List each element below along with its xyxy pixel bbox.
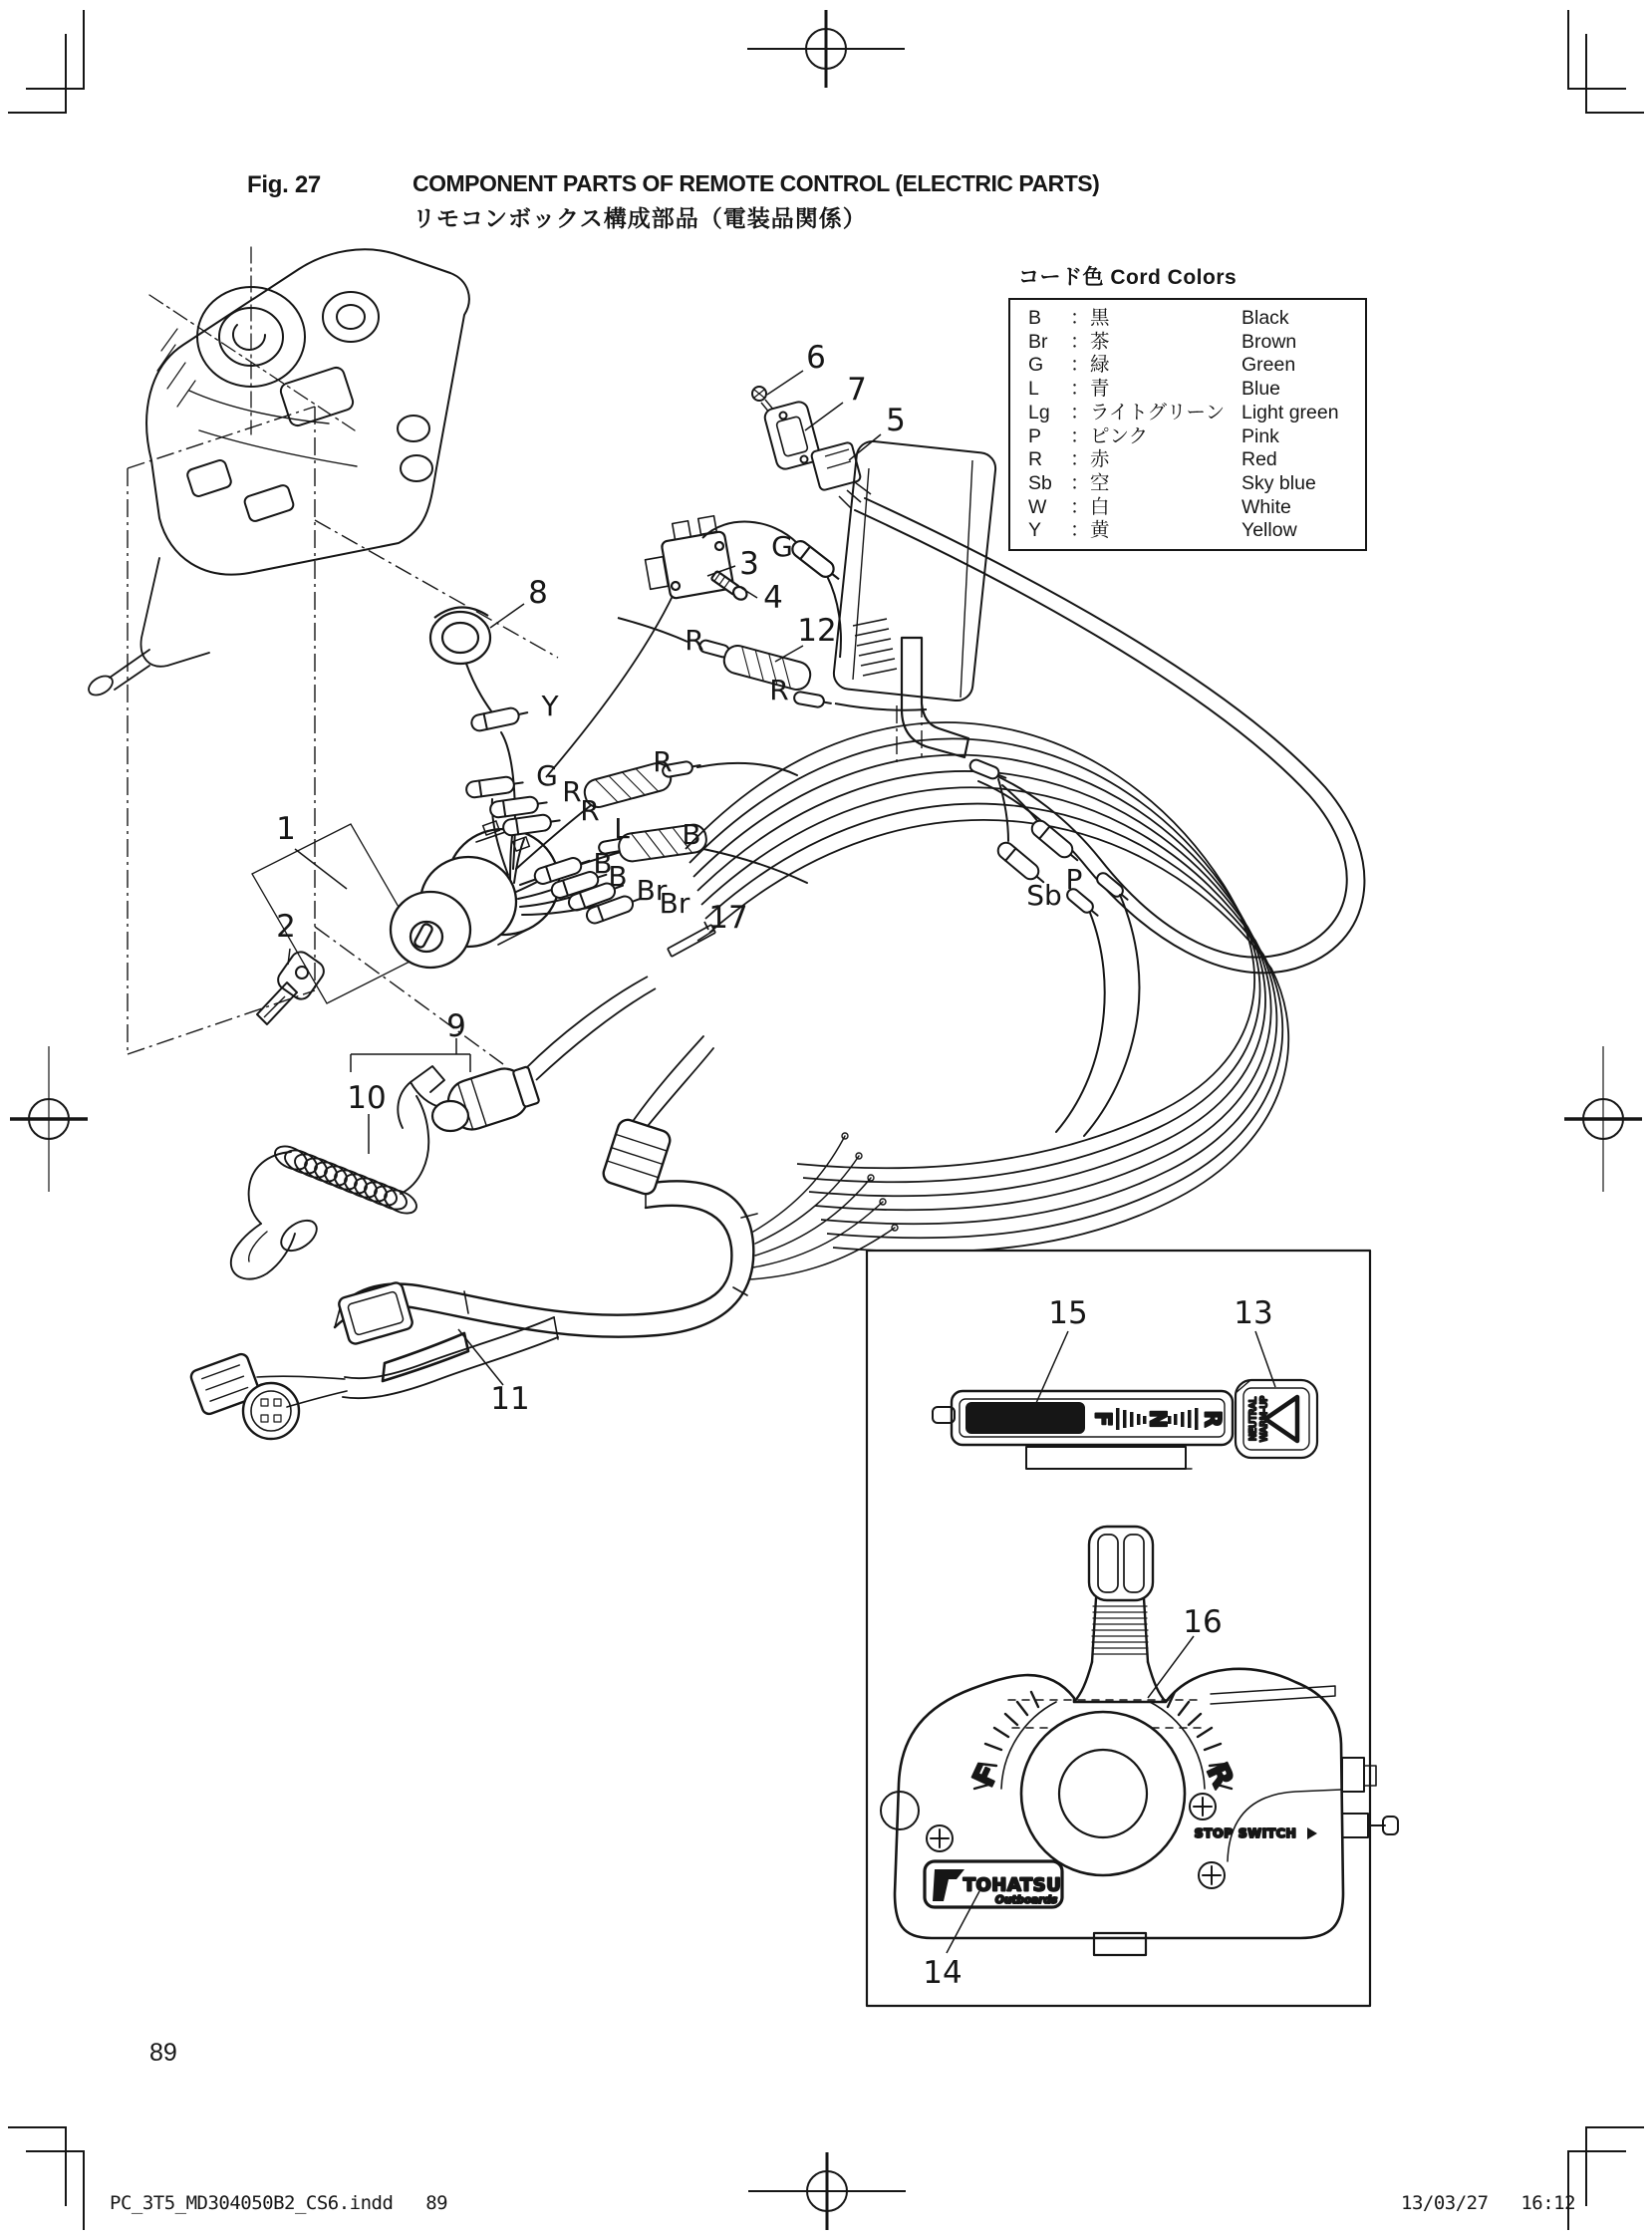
- main-harness: [189, 1036, 898, 1439]
- control-box-housing-sketch: [86, 247, 469, 699]
- gear-r-label: R: [1199, 1410, 1225, 1428]
- callout-14: 14: [923, 1955, 963, 1991]
- callout-15: 15: [1048, 1295, 1088, 1331]
- callout-10: 10: [347, 1080, 387, 1116]
- wire-label-R: R: [769, 674, 789, 706]
- footer-timestamp: 13/03/27 16:12: [1401, 2192, 1576, 2214]
- wire-letter-labels: [536, 530, 1082, 920]
- figure-label: Fig. 27: [247, 171, 321, 198]
- wire-label-G: G: [771, 530, 793, 563]
- callout-3: 3: [739, 546, 759, 582]
- control-box-body: [881, 1669, 1398, 1955]
- stop-switch-label: STOP SWITCH: [1194, 1825, 1297, 1840]
- cord-color-row: L ：青 Blue: [1028, 378, 1281, 401]
- body-f-label: F: [965, 1759, 1007, 1793]
- wire-label-Br: Br: [636, 874, 668, 907]
- body-r-label: R: [1199, 1758, 1240, 1794]
- callout-17: 17: [708, 900, 748, 936]
- callout-11: 11: [490, 1381, 530, 1417]
- callout-6: 6: [806, 340, 826, 376]
- exploded-frame-lines: [128, 407, 922, 1064]
- wire-label-B: B: [593, 847, 613, 880]
- cord-color-row: G ：緑 Green: [1028, 354, 1296, 377]
- cord-color-row: Br ：茶 Brown: [1028, 330, 1297, 353]
- callout-8: 8: [528, 575, 548, 611]
- gear-f-label: F: [1089, 1411, 1115, 1427]
- callout-4: 4: [763, 580, 783, 616]
- wire-label-P: P: [1065, 863, 1083, 896]
- wire-label-R: R: [653, 745, 673, 778]
- wire-label-G: G: [536, 759, 558, 792]
- page-title-japanese: リモコンボックス構成部品（電装品関係）: [413, 205, 867, 231]
- grommet: [430, 607, 501, 725]
- gear-n-label: N: [1144, 1409, 1170, 1429]
- brand-subtitle: Outboards: [994, 1894, 1058, 1906]
- footer-filename: PC_3T5_MD304050B2_CS6.indd 89: [110, 2192, 448, 2214]
- stop-switch-plunger: [432, 977, 656, 1135]
- cord-color-row: Sb ：空 Sky blue: [1028, 471, 1316, 494]
- wire-label-Sb: Sb: [1026, 879, 1062, 912]
- callout-12: 12: [797, 613, 837, 649]
- wire-bundle: [686, 722, 1288, 1252]
- cord-color-row: R ：赤 Red: [1028, 448, 1277, 471]
- remote-control-inset: [867, 1251, 1398, 2006]
- wire-label-B: B: [682, 818, 701, 851]
- cord-color-row: Lg ：ライトグリーン Light green: [1028, 401, 1339, 423]
- callout-7: 7: [847, 372, 867, 408]
- cord-color-row: P ：ピンク Pink: [1028, 424, 1279, 447]
- wire-label-Y: Y: [541, 690, 559, 722]
- wire-label-B: B: [608, 860, 628, 893]
- callout-5: 5: [886, 403, 906, 438]
- callout-2: 2: [276, 909, 296, 945]
- callout-13: 13: [1234, 1295, 1273, 1331]
- page-title: COMPONENT PARTS OF REMOTE CONTROL (ELECTRIC PARTS): [413, 170, 1100, 196]
- callout-9: 9: [446, 1008, 466, 1044]
- cord-color-row: Y ：黄 Yellow: [1028, 519, 1297, 542]
- neutral-warmup-label: NEUTRAL: [1247, 1397, 1259, 1441]
- cord-color-row: B ：黒 Black: [1028, 307, 1289, 329]
- lanyard-assembly: [231, 1066, 444, 1279]
- page-number: 89: [149, 2039, 177, 2067]
- cord-colors-heading: コード色 Cord Colors: [1018, 266, 1238, 289]
- neutral-warmup-label: WARM-UP: [1258, 1395, 1270, 1443]
- cord-color-row: W ：白 White: [1028, 495, 1291, 518]
- brand-name: TOHATSU: [963, 1874, 1062, 1896]
- wire-label-R: R: [685, 624, 704, 657]
- wire-label-R: R: [562, 775, 582, 808]
- wire-label-Br: Br: [659, 887, 690, 920]
- callout-16: 16: [1183, 1604, 1223, 1640]
- callout-1: 1: [276, 811, 296, 847]
- wire-label-L: L: [614, 812, 630, 845]
- tohatsu-logo: [925, 1861, 1062, 1907]
- registration-marks: [8, 10, 1644, 2230]
- wire-label-R: R: [580, 794, 600, 827]
